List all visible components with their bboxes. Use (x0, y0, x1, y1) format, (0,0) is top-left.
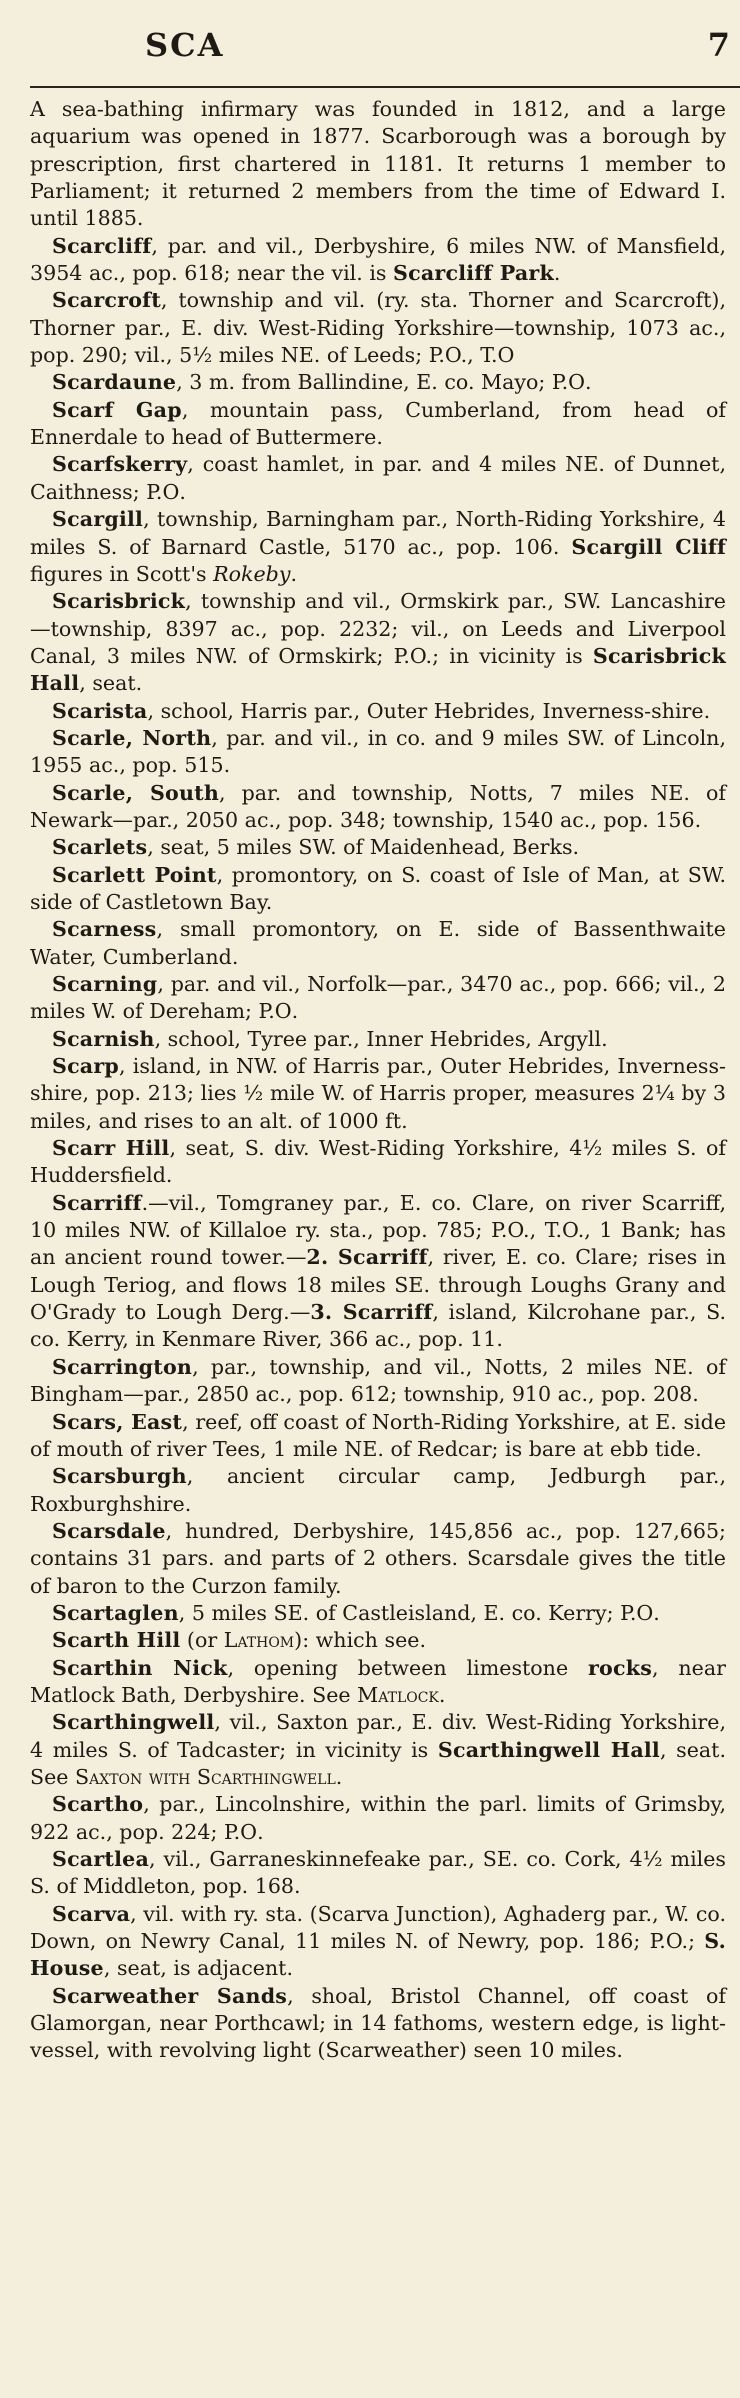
entry-headword: Scarnish (52, 1026, 155, 1051)
entry-text: , mountain pass, Cumberland, from head of Ennerdale to head of Buttermere. (30, 397, 726, 450)
entry-headword: Scarista (52, 698, 148, 723)
entry-text: , township and vil. (ry. sta. Thorner and Scarcroft), Thorner par., E. div. West-Riding Yorkshire—township, 1073 ac., pop. 290; vil., 5½ miles NE. of Leeds; (30, 288, 726, 368)
gazetteer-entry (30, 1053, 726, 1135)
entry-headword: S. House (30, 1929, 726, 1981)
entry-text: , par. and vil., Derbyshire, 6 miles NW. of Mansfield, 3954 ac., pop. 618; near the vil. is (30, 233, 726, 286)
header-rule (30, 86, 740, 88)
gazetteer-entry (30, 287, 726, 369)
page-header (30, 0, 730, 96)
entry-abbreviation: Saxton with Scarthingwell (75, 1764, 336, 1789)
entry-headword: Scarthingwell Hall (437, 1737, 660, 1762)
entry-text: , 5 miles SE. of Castleisland, E. co. Kerry; (178, 1600, 621, 1625)
entry-text: , shoal, Bristol Channel, off coast of Glamorgan, near Porthcawl; in 14 fathoms, western edge, is light-vessel, with revolving light (Scarweather) seen 10 miles. (30, 1983, 727, 2063)
entry-headword: Scarcliff (52, 233, 152, 258)
entry-text: , township and vil., Ormskirk par., SW. Lancashire—township, 8397 ac., pop. 2232; vil., on Leeds and Liverpool Canal, 3 miles NW. of Ormskirk; (30, 589, 726, 668)
entry-text: , school, Harris par., Outer Hebrides, Inverness-shire. (147, 698, 711, 723)
entry-text: .—vil., Tomgraney par., E. co. Clare, on river Scarriff, 10 miles NW. of Killaloe ry. sta., pop. 785; (30, 1190, 726, 1243)
gazetteer-entry (30, 588, 726, 697)
entry-headword: Scarlett Point (52, 862, 217, 887)
gazetteer-entry (30, 1846, 726, 1901)
entry-headword: Scarthin Nick (52, 1655, 228, 1680)
entry-headword: Scartaglen (52, 1600, 179, 1625)
gazetteer-entry (30, 1518, 726, 1600)
gazetteer-entry (30, 451, 726, 506)
entry-headword: 3. Scarriff (310, 1300, 433, 1325)
gazetteer-entry (30, 397, 726, 452)
entry-text: , opening between limestone (227, 1655, 588, 1680)
gazetteer-entry (30, 1190, 726, 1354)
entry-text: . (585, 370, 592, 395)
entry-headword: Scarness (52, 917, 157, 942)
gazetteer-entry (30, 233, 726, 288)
gazetteer-entry (30, 1709, 726, 1791)
gazetteer-entry (30, 1655, 726, 1710)
entry-text: , seat. (79, 671, 143, 696)
entry-abbreviation: P.O (258, 999, 292, 1024)
entry-text: , par., township, and vil., Notts, 2 miles NE. of Bingham—par., 2850 ac., pop. 612; township, 910 ac., pop. 208. (30, 1354, 726, 1407)
entry-headword: Scarisbrick (52, 589, 186, 614)
entry-text: , par., Lincolnshire, within the parl. limits of Grimsby, 922 ac., pop. 224; (30, 1792, 726, 1844)
entry-text: , promontory, on S. coast of Isle of Man, at SW. side of Castletown Bay. (30, 862, 726, 914)
running-head: SCA (145, 26, 225, 64)
entry-headword: Scargill (52, 507, 144, 532)
entry-text: , seat, S. div. West-Riding Yorkshire, 4½ miles S. of Huddersfield. (30, 1136, 726, 1188)
entry-headword: rocks (588, 1655, 652, 1680)
gazetteer-entry (30, 1463, 726, 1518)
continued-paragraph (30, 96, 726, 233)
entry-text: , seat, is adjacent. (103, 1956, 293, 1981)
entry-text: , river, E. co. Clare; rises in Lough Teriog, and flows 18 miles SE. through Loughs Grany and O'Grady to Lough Derg.— (30, 1245, 726, 1325)
entry-headword: Scarcliff Park (393, 261, 554, 286)
entry-abbreviation: Matlock (357, 1682, 439, 1707)
entry-headword: Scarle, South (52, 780, 220, 805)
entry-headword: Scartho (52, 1792, 144, 1817)
entry-headword: Scarva (52, 1901, 131, 1926)
entries-column (30, 96, 726, 2065)
entry-headword: Scarp (52, 1054, 120, 1079)
entry-headword: Scarsburgh (52, 1464, 187, 1489)
entry-text: , island, Kilcrohane par., S. co. Kerry, in Kenmare River, 366 ac., pop. 11. (30, 1300, 726, 1352)
entry-headword: Scargill Cliff (571, 534, 727, 559)
gazetteer-entry (30, 506, 726, 588)
entry-text: , near Matlock Bath, Derbyshire. See (30, 1655, 726, 1707)
entry-headword: Scarweather Sands (52, 1983, 288, 2008)
entry-abbreviation: P.O (620, 1600, 654, 1625)
gazetteer-entry (30, 698, 726, 725)
entry-headword: Scarfskerry (52, 452, 188, 477)
entry-headword: 2. Scarriff (306, 1245, 428, 1270)
entry-text: , vil. with ry. sta. (Scarva Junction), Aghaderg par., W. co. Down, on Newry Canal, 11 miles N. of Newry, pop. 186; (30, 1901, 726, 1954)
entry-headword: Scarle, North (52, 725, 212, 750)
entry-text: , small promontory, on E. side of Bassenthwaite Water, Cumberland. (30, 917, 726, 969)
entry-text: ; (688, 1929, 705, 1954)
entry-text: , 3 m. from Ballindine, E. co. Mayo; (176, 370, 552, 395)
entry-text: , vil., Saxton par., E. div. West-Riding Yorkshire, 4 miles S. of Tadcaster; in vicinity is (30, 1710, 726, 1762)
entry-abbreviation: P.O., T.O. (491, 1218, 585, 1243)
entry-abbreviation: P.O (551, 370, 586, 395)
gazetteer-entry (30, 1600, 726, 1627)
entry-text: A sea-bathing infirmary was founded in 1812, and a large aquarium was opened in 1877. Scarborough was a borough by prescription, first chartered in 1181. It returns 1 member to Parliament; it returned 2 members from the time of Edward I. until 1885. (30, 97, 726, 231)
entry-text: . (257, 1819, 264, 1844)
entry-text: , 1 Bank; has an ancient round tower.— (30, 1218, 726, 1270)
entry-abbreviation: P.O. (393, 643, 433, 668)
gazetteer-entry (30, 834, 726, 861)
entry-italic: Rokeby (213, 561, 291, 586)
gazetteer-entry (30, 1791, 726, 1846)
gazetteer-entry (30, 725, 726, 780)
entry-headword: Scarlets (52, 835, 148, 860)
entry-headword: Scarr Hill (52, 1136, 170, 1161)
gazetteer-entry (30, 1901, 726, 1983)
gazetteer-entry (30, 1135, 726, 1190)
entry-abbreviation: P.O (146, 479, 180, 504)
entry-headword: Scarsdale (52, 1518, 166, 1543)
entry-text: , school, Tyree par., Inner Hebrides, Argyll. (154, 1026, 608, 1051)
entry-text: , par. and township, Notts, 7 miles NE. of Newark—par., 2050 ac., pop. 348; township, 1540 ac., pop. 156. (30, 780, 726, 832)
entry-headword: Scartlea (52, 1847, 149, 1871)
entry-abbreviation: P.O., T.O (428, 343, 515, 368)
entry-text: , township, Barningham par., North-Riding Yorkshire, 4 miles S. of Barnard Castle, 5170 ac., pop. 106. (30, 507, 726, 559)
entry-text: , par. and vil., Norfolk—par., 3470 ac., pop. 666; vil., 2 miles W. of Dereham; (30, 972, 726, 1024)
entry-text: . (179, 479, 186, 504)
entry-text: . (553, 261, 561, 286)
entry-text: ; in vicinity is (432, 643, 593, 668)
entry-abbreviation: P.O (223, 1819, 258, 1844)
entry-headword: Scardaune (52, 370, 177, 395)
gazetteer-entry (30, 1409, 726, 1464)
gazetteer-entry (30, 1983, 726, 2065)
entry-text: , seat, 5 miles SW. of Maidenhead, Berks. (147, 835, 580, 860)
entry-headword: Scars, East (52, 1409, 183, 1434)
entry-text: , hundred, Derbyshire, 145,856 ac., pop. 127,665; contains 31 pars. and parts of 2 others. Scarsdale gives the title of baron to the Curzon family. (30, 1518, 726, 1598)
page-number: 7 (707, 26, 730, 64)
entry-text: . (438, 1682, 446, 1707)
gazetteer-entry (30, 862, 726, 917)
entry-abbreviation: P.O. (649, 1929, 689, 1954)
entry-headword: Scarf Gap (52, 397, 182, 422)
entry-text: , seat. See (30, 1737, 727, 1789)
entry-text: , coast hamlet, in par. and 4 miles NE. of Dunnet, Caithness; (30, 452, 726, 504)
entry-headword: Scarrington (52, 1354, 193, 1379)
entry-text: , ancient circular camp, Jedburgh par., Roxburghshire. (30, 1464, 726, 1516)
gazetteer-entry (30, 1627, 726, 1654)
entry-headword: Scarisbrick Hall (30, 643, 726, 696)
entry-text: , par. and vil., in co. and 9 miles SW. of Lincoln, 1955 ac., pop. 515. (30, 725, 726, 778)
entry-text: . (291, 999, 299, 1024)
gazetteer-entry (30, 780, 726, 835)
entry-text: figures in Scott's (30, 561, 214, 586)
entry-text: . (653, 1600, 660, 1625)
entry-text: , vil., Garraneskinnefeake par., SE. co. Cork, 4½ miles S. of Middleton, pop. 168. (30, 1847, 726, 1899)
entry-abbreviation: Lathom (223, 1628, 295, 1653)
entry-headword: Scarning (52, 972, 158, 996)
gazetteer-entry (30, 1026, 726, 1053)
entry-headword: Scarriff (52, 1190, 142, 1215)
gazetteer-entry (30, 916, 726, 971)
entry-headword: Scarcroft (52, 288, 161, 313)
entry-text: (or (180, 1628, 224, 1653)
entry-text: . (290, 561, 298, 586)
entry-headword: Scarthingwell (52, 1710, 215, 1735)
entry-text: ): which see. (294, 1628, 426, 1653)
entry-text: , island, in NW. of Harris par., Outer Hebrides, Inverness-shire, pop. 213; lies ½ mile W. of Harris proper, measures 2¼ by 3 miles, and rises to an alt. of 1000 ft. (30, 1054, 726, 1133)
entry-text: . (335, 1764, 343, 1789)
gazetteer-entry (30, 369, 726, 396)
gazetteer-entry (30, 1354, 726, 1409)
entry-headword: Scarth Hill (52, 1628, 181, 1653)
entry-text: , reef, off coast of North-Riding Yorkshire, at E. side of mouth of river Tees, 1 mile NE. of Redcar; is bare at ebb tide. (30, 1409, 727, 1461)
gazetteer-entry (30, 971, 726, 1026)
